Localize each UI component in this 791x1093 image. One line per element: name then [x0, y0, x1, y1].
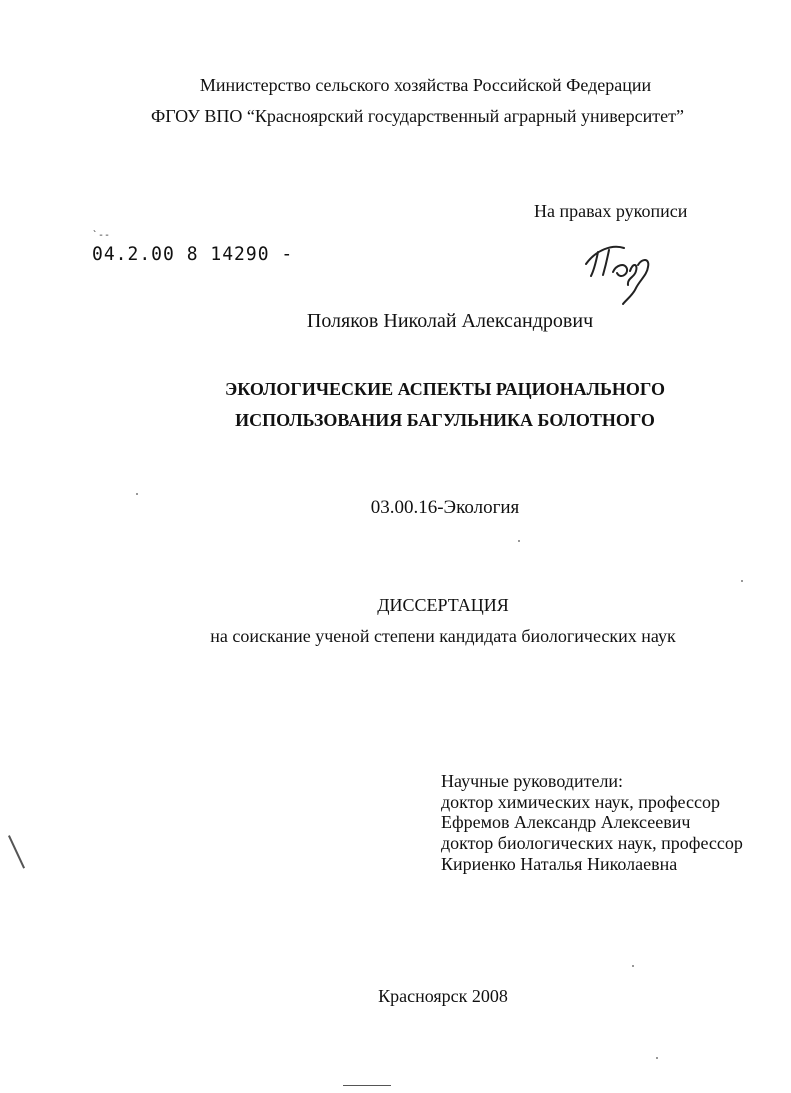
supervisor-line: доктор химических наук, профессор	[441, 791, 720, 812]
degree-description: на соискание ученой степени кандидата биологических наук	[210, 626, 676, 646]
supervisor-line: доктор биологических наук, профессор	[441, 833, 743, 854]
scan-artifact-dot	[656, 1057, 658, 1059]
supervisor-line: Кириенко Наталья Николаевна	[441, 853, 678, 874]
manuscript-rights-note: На правах рукописи	[534, 201, 688, 221]
scan-artifact-dot	[632, 965, 634, 967]
scan-artifact-dot	[518, 540, 520, 542]
supervisors-heading: Научные руководители:	[441, 771, 624, 791]
scan-artifact-dot	[136, 493, 138, 495]
stamp-mark: `--	[92, 230, 111, 241]
supervisors-block	[441, 771, 743, 875]
registration-stamp: 04.2.00 8 14290 -	[92, 243, 294, 266]
dissertation-title-line-2: ИСПОЛЬЗОВАНИЯ БАГУЛЬНИКА БОЛОТНОГО	[235, 410, 655, 430]
specialty-code: 03.00.16-Экология	[370, 497, 520, 518]
dissertation-title-line-1: ЭКОЛОГИЧЕСКИЕ АСПЕКТЫ РАЦИОНАЛЬНОГО	[225, 379, 665, 399]
document-type: ДИССЕРТАЦИЯ	[377, 595, 509, 615]
university-name: ФГОУ ВПО “Красноярский государственный аграрный университет”	[150, 106, 685, 126]
city-year: Красноярск 2008	[378, 986, 508, 1006]
scan-artifact-dot	[741, 580, 743, 582]
supervisor-line: Ефремов Александр Алексеевич	[441, 812, 691, 833]
scan-artifact-slash	[8, 835, 25, 868]
author-name: Поляков Николай Александрович	[306, 310, 594, 332]
scan-artifact-bottom-mark	[343, 1085, 391, 1086]
ministry-name: Министерство сельского хозяйства Российской Федерации	[199, 75, 652, 95]
handwritten-signature	[578, 236, 668, 306]
